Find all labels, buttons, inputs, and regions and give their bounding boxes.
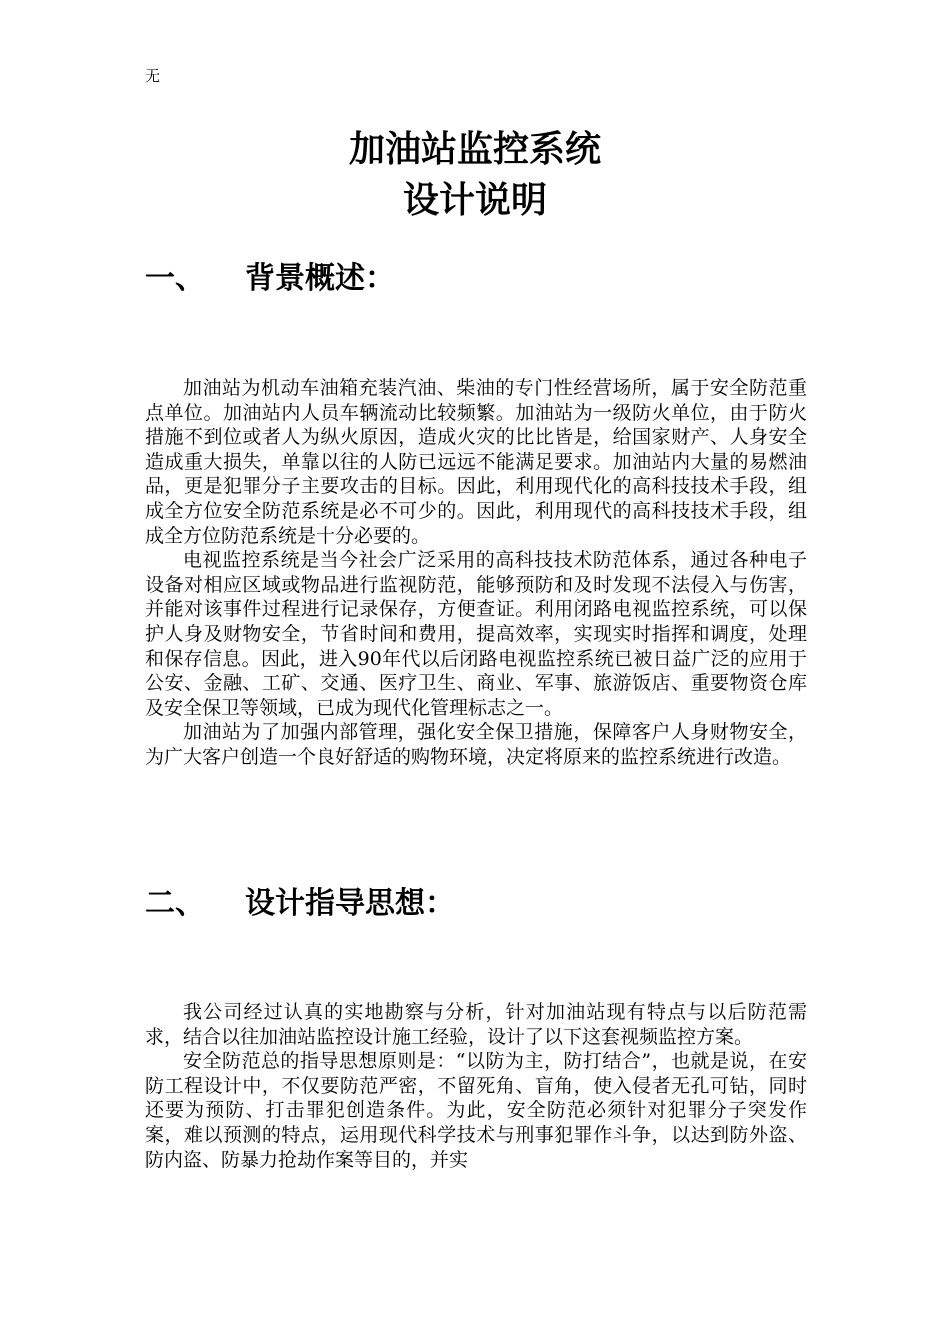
section-heading-background [145,259,805,299]
paragraph: 加油站为机动车油箱充装汽油、柴油的专门性经营场所，属于安全防范重点单位。加油站内人员车辆流动比较频繁。加油站为一级防火单位，由于防火措施不到位或者人为纵火原因，造成火灾的比比皆是，给国家财产、人身安全造成重大损失，单靠以往的人防已远远不能满足要求。加油站内大量的易燃油品，更是犯罪分子主要攻击的目标。因此，利用现代化的高科技技术手段，组成全方位安全防范系统是必不可少的。因此，利用现代的高科技技术手段，组成全方位防范系统是十分必要的。 [145,377,807,547]
section-body-background [145,376,807,770]
section-title: 背景概述： [245,261,395,296]
section-number: 一、 [145,261,205,296]
document-title-line2: 设计说明 [402,180,547,221]
section-number: 二、 [145,886,205,921]
header-note: 无 [145,67,161,85]
paragraph: 电视监控系统是当今社会广泛采用的高科技技术防范体系，通过各种电子设备对相应区域或物品进行监视防范，能够预防和及时发现不法侵入与伤害，并能对该事件过程进行记录保存，方便查证。利用闭路电视监控系统，可以保护人身及财物安全，节省时间和费用，提高效率，实现实时指挥和调度，处理和保存信息。因此，进入90年代以后闭路电视监控系统已被日益广泛的应用于公安、金融、工矿、交通、医疗卫生、商业、军事、旅游饭店、重要物资仓库及安全保卫等领域，已成为现代化管理标志之一。 [145,549,807,719]
paragraph: 加油站为了加强内部管理，强化安全保卫措施，保障客户人身财物安全，为广大客户创造一个良好舒适的购物环境，决定将原来的监控系统进行改造。 [145,721,807,768]
paragraph: 我公司经过认真的实地勘察与分析，针对加油站现有特点与以后防范需求，结合以往加油站监控设计施工经验，设计了以下这套视频监控方案。 [145,1001,807,1048]
paragraph: 安全防范总的指导思想原则是：“以防为主，防打结合”，也就是说，在安防工程设计中，不仅要防范严密，不留死角、盲角，使入侵者无孔可钻，同时还要为预防、打击罪犯创造条件。为此，安全防范必须针对犯罪分子突发作案，难以预测的特点，运用现代科学技术与刑事犯罪作斗争，以达到防外盗、防内盗、防暴力抢劫作案等目的，并实 [145,1050,807,1171]
section-title: 设计指导思想： [245,886,455,921]
document-title-line1: 加油站监控系统 [348,129,601,170]
section-heading-design-guidance [145,884,805,924]
section-body-design-guidance [145,1000,807,1172]
